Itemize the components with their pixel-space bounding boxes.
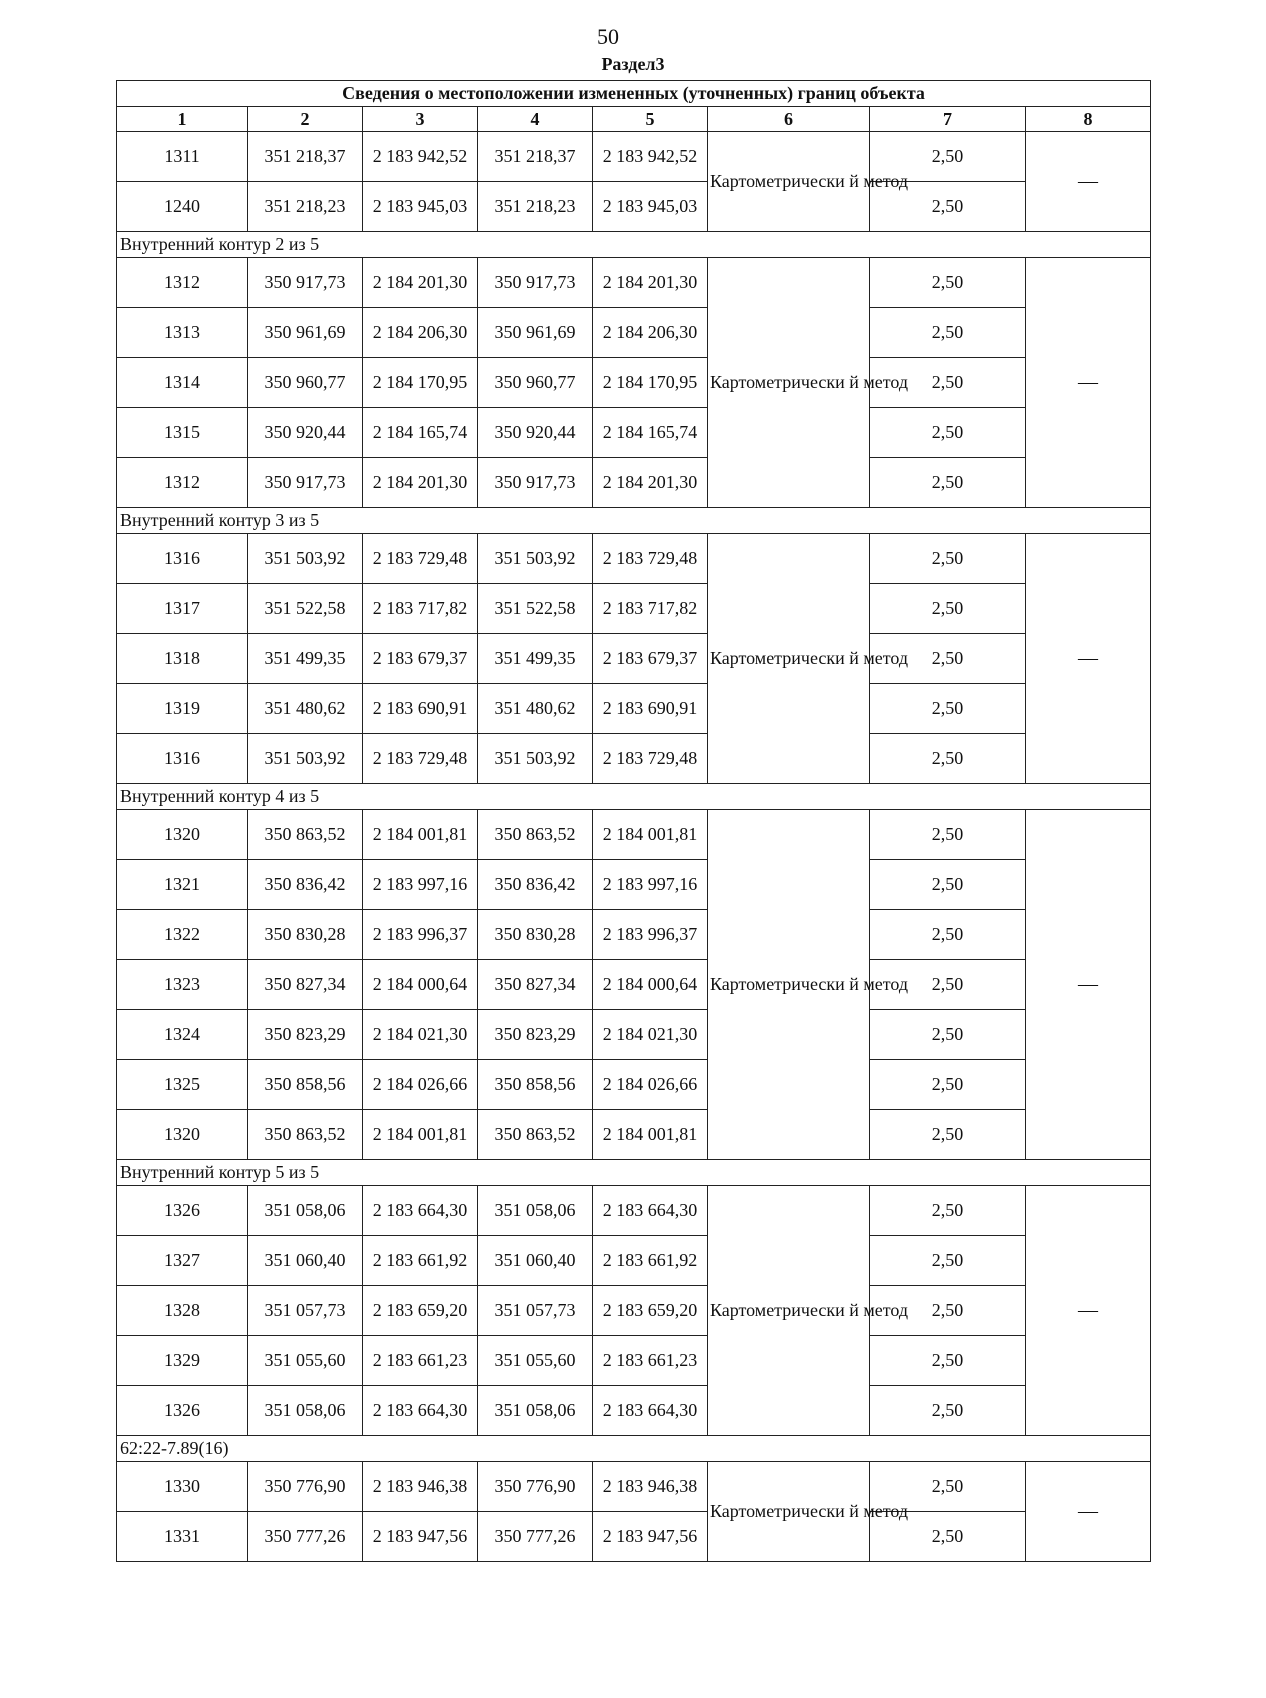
note-cell: — — [1026, 534, 1151, 784]
x-coordinate-new-cell: 351 057,73 — [478, 1286, 593, 1336]
column-header: 2 — [248, 107, 363, 132]
x-coordinate-new-cell: 351 480,62 — [478, 684, 593, 734]
column-header: 8 — [1026, 107, 1151, 132]
x-coordinate-cell: 350 917,73 — [248, 458, 363, 508]
x-coordinate-new-cell: 351 503,92 — [478, 734, 593, 784]
accuracy-cell: 2,50 — [870, 860, 1026, 910]
accuracy-cell: 2,50 — [870, 1186, 1026, 1236]
y-coordinate-new-cell: 2 184 000,64 — [593, 960, 708, 1010]
y-coordinate-new-cell: 2 183 729,48 — [593, 534, 708, 584]
y-coordinate-new-cell: 2 183 664,30 — [593, 1186, 708, 1236]
y-coordinate-cell: 2 183 664,30 — [363, 1186, 478, 1236]
table-caption: Сведения о местоположении измененных (уточненных) границ объекта — [117, 81, 1151, 107]
x-coordinate-new-cell: 350 960,77 — [478, 358, 593, 408]
x-coordinate-new-cell: 350 920,44 — [478, 408, 593, 458]
contour-label-row — [117, 232, 1151, 258]
y-coordinate-new-cell: 2 183 664,30 — [593, 1386, 708, 1436]
accuracy-cell: 2,50 — [870, 408, 1026, 458]
y-coordinate-new-cell: 2 183 661,23 — [593, 1336, 708, 1386]
point-number-cell: 1320 — [117, 1110, 248, 1160]
x-coordinate-new-cell: 351 499,35 — [478, 634, 593, 684]
y-coordinate-cell: 2 184 201,30 — [363, 258, 478, 308]
note-cell: — — [1026, 1186, 1151, 1436]
x-coordinate-cell: 351 058,06 — [248, 1386, 363, 1436]
x-coordinate-cell: 351 503,92 — [248, 534, 363, 584]
x-coordinate-cell: 351 499,35 — [248, 634, 363, 684]
y-coordinate-new-cell: 2 184 001,81 — [593, 1110, 708, 1160]
method-cell: Картометрически й метод — [708, 1462, 870, 1562]
y-coordinate-new-cell: 2 183 659,20 — [593, 1286, 708, 1336]
y-coordinate-new-cell: 2 183 946,38 — [593, 1462, 708, 1512]
y-coordinate-cell: 2 183 664,30 — [363, 1386, 478, 1436]
column-header: 1 — [117, 107, 248, 132]
x-coordinate-cell: 351 480,62 — [248, 684, 363, 734]
table-row — [117, 1186, 1151, 1236]
y-coordinate-new-cell: 2 183 947,56 — [593, 1512, 708, 1562]
table-row — [117, 458, 1151, 508]
y-coordinate-cell: 2 183 717,82 — [363, 584, 478, 634]
contour-label-row — [117, 784, 1151, 810]
y-coordinate-cell: 2 184 170,95 — [363, 358, 478, 408]
point-number-cell: 1323 — [117, 960, 248, 1010]
method-cell: Картометрически й метод — [708, 258, 870, 508]
y-coordinate-new-cell: 2 183 942,52 — [593, 132, 708, 182]
x-coordinate-cell: 350 858,56 — [248, 1060, 363, 1110]
x-coordinate-cell: 350 776,90 — [248, 1462, 363, 1512]
x-coordinate-cell: 351 522,58 — [248, 584, 363, 634]
contour-label: Внутренний контур 2 из 5 — [117, 232, 1151, 258]
x-coordinate-new-cell: 350 776,90 — [478, 1462, 593, 1512]
x-coordinate-new-cell: 351 503,92 — [478, 534, 593, 584]
y-coordinate-cell: 2 183 946,38 — [363, 1462, 478, 1512]
table-row — [117, 1336, 1151, 1386]
point-number-cell: 1325 — [117, 1060, 248, 1110]
y-coordinate-new-cell: 2 183 996,37 — [593, 910, 708, 960]
y-coordinate-new-cell: 2 183 997,16 — [593, 860, 708, 910]
x-coordinate-new-cell: 350 823,29 — [478, 1010, 593, 1060]
table-row — [117, 1286, 1151, 1336]
method-cell: Картометрически й метод — [708, 534, 870, 784]
x-coordinate-new-cell: 351 058,06 — [478, 1186, 593, 1236]
x-coordinate-new-cell: 350 917,73 — [478, 458, 593, 508]
point-number-cell: 1328 — [117, 1286, 248, 1336]
accuracy-cell: 2,50 — [870, 1110, 1026, 1160]
x-coordinate-new-cell: 350 961,69 — [478, 308, 593, 358]
table-row — [117, 634, 1151, 684]
y-coordinate-new-cell: 2 183 717,82 — [593, 584, 708, 634]
accuracy-cell: 2,50 — [870, 634, 1026, 684]
table-row — [117, 734, 1151, 784]
point-number-cell: 1326 — [117, 1386, 248, 1436]
x-coordinate-new-cell: 351 055,60 — [478, 1336, 593, 1386]
accuracy-cell: 2,50 — [870, 1060, 1026, 1110]
point-number-cell: 1330 — [117, 1462, 248, 1512]
x-coordinate-cell: 351 058,06 — [248, 1186, 363, 1236]
accuracy-cell: 2,50 — [870, 458, 1026, 508]
table-row — [117, 534, 1151, 584]
point-number-cell: 1327 — [117, 1236, 248, 1286]
x-coordinate-new-cell: 350 917,73 — [478, 258, 593, 308]
y-coordinate-cell: 2 184 165,74 — [363, 408, 478, 458]
x-coordinate-new-cell: 351 058,06 — [478, 1386, 593, 1436]
point-number-cell: 1316 — [117, 534, 248, 584]
y-coordinate-cell: 2 184 001,81 — [363, 810, 478, 860]
table-row — [117, 960, 1151, 1010]
table-row — [117, 308, 1151, 358]
y-coordinate-new-cell: 2 184 201,30 — [593, 458, 708, 508]
y-coordinate-cell: 2 184 000,64 — [363, 960, 478, 1010]
point-number-cell: 1316 — [117, 734, 248, 784]
accuracy-cell: 2,50 — [870, 534, 1026, 584]
accuracy-cell: 2,50 — [870, 1512, 1026, 1562]
y-coordinate-new-cell: 2 184 201,30 — [593, 258, 708, 308]
accuracy-cell: 2,50 — [870, 1010, 1026, 1060]
accuracy-cell: 2,50 — [870, 910, 1026, 960]
note-cell: — — [1026, 1462, 1151, 1562]
y-coordinate-new-cell: 2 184 206,30 — [593, 308, 708, 358]
table-row — [117, 684, 1151, 734]
x-coordinate-cell: 351 055,60 — [248, 1336, 363, 1386]
point-number-cell: 1329 — [117, 1336, 248, 1386]
accuracy-cell: 2,50 — [870, 182, 1026, 232]
x-coordinate-cell: 351 060,40 — [248, 1236, 363, 1286]
contour-label: Внутренний контур 4 из 5 — [117, 784, 1151, 810]
point-number-cell: 1317 — [117, 584, 248, 634]
table-row — [117, 1462, 1151, 1512]
accuracy-cell: 2,50 — [870, 132, 1026, 182]
y-coordinate-cell: 2 183 996,37 — [363, 910, 478, 960]
column-header: 3 — [363, 107, 478, 132]
x-coordinate-cell: 350 777,26 — [248, 1512, 363, 1562]
x-coordinate-new-cell: 351 060,40 — [478, 1236, 593, 1286]
accuracy-cell: 2,50 — [870, 810, 1026, 860]
point-number-cell: 1321 — [117, 860, 248, 910]
contour-label-row — [117, 1436, 1151, 1462]
accuracy-cell: 2,50 — [870, 358, 1026, 408]
x-coordinate-cell: 350 961,69 — [248, 308, 363, 358]
accuracy-cell: 2,50 — [870, 258, 1026, 308]
method-cell: Картометрически й метод — [708, 132, 870, 232]
x-coordinate-cell: 351 057,73 — [248, 1286, 363, 1336]
y-coordinate-cell: 2 184 206,30 — [363, 308, 478, 358]
accuracy-cell: 2,50 — [870, 1236, 1026, 1286]
x-coordinate-new-cell: 350 863,52 — [478, 1110, 593, 1160]
point-number-cell: 1312 — [117, 458, 248, 508]
table-row — [117, 810, 1151, 860]
method-cell: Картометрически й метод — [708, 810, 870, 1160]
y-coordinate-new-cell: 2 184 026,66 — [593, 1060, 708, 1110]
y-coordinate-new-cell: 2 183 945,03 — [593, 182, 708, 232]
y-coordinate-cell: 2 183 945,03 — [363, 182, 478, 232]
x-coordinate-cell: 350 863,52 — [248, 1110, 363, 1160]
x-coordinate-cell: 350 830,28 — [248, 910, 363, 960]
y-coordinate-cell: 2 184 201,30 — [363, 458, 478, 508]
x-coordinate-new-cell: 351 522,58 — [478, 584, 593, 634]
table-caption-row — [117, 81, 1151, 107]
point-number-cell: 1331 — [117, 1512, 248, 1562]
contour-label-row — [117, 1160, 1151, 1186]
x-coordinate-new-cell: 350 830,28 — [478, 910, 593, 960]
table-header-row — [117, 107, 1151, 132]
y-coordinate-cell: 2 183 942,52 — [363, 132, 478, 182]
page-number: 50 — [597, 24, 619, 49]
y-coordinate-new-cell: 2 183 729,48 — [593, 734, 708, 784]
y-coordinate-cell: 2 183 690,91 — [363, 684, 478, 734]
point-number-cell: 1311 — [117, 132, 248, 182]
y-coordinate-cell: 2 183 679,37 — [363, 634, 478, 684]
x-coordinate-new-cell: 351 218,23 — [478, 182, 593, 232]
accuracy-cell: 2,50 — [870, 308, 1026, 358]
y-coordinate-new-cell: 2 184 001,81 — [593, 810, 708, 860]
table-row — [117, 584, 1151, 634]
y-coordinate-cell: 2 184 021,30 — [363, 1010, 478, 1060]
y-coordinate-cell: 2 183 661,23 — [363, 1336, 478, 1386]
x-coordinate-cell: 351 218,23 — [248, 182, 363, 232]
point-number-cell: 1314 — [117, 358, 248, 408]
x-coordinate-cell: 350 863,52 — [248, 810, 363, 860]
table-row — [117, 910, 1151, 960]
point-number-cell: 1315 — [117, 408, 248, 458]
y-coordinate-new-cell: 2 183 679,37 — [593, 634, 708, 684]
table-row — [117, 1110, 1151, 1160]
x-coordinate-new-cell: 350 836,42 — [478, 860, 593, 910]
accuracy-cell: 2,50 — [870, 734, 1026, 784]
x-coordinate-new-cell: 350 827,34 — [478, 960, 593, 1010]
table-row — [117, 860, 1151, 910]
table-row — [117, 182, 1151, 232]
x-coordinate-new-cell: 350 777,26 — [478, 1512, 593, 1562]
point-number-cell: 1320 — [117, 810, 248, 860]
table-row — [117, 132, 1151, 182]
y-coordinate-new-cell: 2 183 661,92 — [593, 1236, 708, 1286]
x-coordinate-new-cell: 350 863,52 — [478, 810, 593, 860]
table-row — [117, 1386, 1151, 1436]
x-coordinate-cell: 350 827,34 — [248, 960, 363, 1010]
table-row — [117, 358, 1151, 408]
note-cell: — — [1026, 810, 1151, 1160]
column-header: 7 — [870, 107, 1026, 132]
x-coordinate-new-cell: 351 218,37 — [478, 132, 593, 182]
table-row — [117, 258, 1151, 308]
contour-label-row — [117, 508, 1151, 534]
point-number-cell: 1240 — [117, 182, 248, 232]
y-coordinate-cell: 2 183 947,56 — [363, 1512, 478, 1562]
point-number-cell: 1319 — [117, 684, 248, 734]
x-coordinate-cell: 350 960,77 — [248, 358, 363, 408]
accuracy-cell: 2,50 — [870, 584, 1026, 634]
note-cell: — — [1026, 132, 1151, 232]
y-coordinate-new-cell: 2 183 690,91 — [593, 684, 708, 734]
accuracy-cell: 2,50 — [870, 1462, 1026, 1512]
y-coordinate-new-cell: 2 184 021,30 — [593, 1010, 708, 1060]
y-coordinate-new-cell: 2 184 165,74 — [593, 408, 708, 458]
table-body — [117, 132, 1151, 1562]
accuracy-cell: 2,50 — [870, 1336, 1026, 1386]
column-header: 5 — [593, 107, 708, 132]
x-coordinate-new-cell: 350 858,56 — [478, 1060, 593, 1110]
accuracy-cell: 2,50 — [870, 684, 1026, 734]
accuracy-cell: 2,50 — [870, 1386, 1026, 1436]
table-row — [117, 1512, 1151, 1562]
point-number-cell: 1322 — [117, 910, 248, 960]
section-title: Раздел3 — [601, 54, 665, 74]
point-number-cell: 1324 — [117, 1010, 248, 1060]
x-coordinate-cell: 351 503,92 — [248, 734, 363, 784]
point-number-cell: 1318 — [117, 634, 248, 684]
column-header: 4 — [478, 107, 593, 132]
table-row — [117, 408, 1151, 458]
x-coordinate-cell: 350 836,42 — [248, 860, 363, 910]
y-coordinate-cell: 2 183 729,48 — [363, 534, 478, 584]
y-coordinate-cell: 2 183 661,92 — [363, 1236, 478, 1286]
point-number-cell: 1313 — [117, 308, 248, 358]
method-cell: Картометрически й метод — [708, 1186, 870, 1436]
accuracy-cell: 2,50 — [870, 1286, 1026, 1336]
point-number-cell: 1312 — [117, 258, 248, 308]
y-coordinate-cell: 2 183 997,16 — [363, 860, 478, 910]
y-coordinate-cell: 2 184 026,66 — [363, 1060, 478, 1110]
x-coordinate-cell: 351 218,37 — [248, 132, 363, 182]
y-coordinate-cell: 2 184 001,81 — [363, 1110, 478, 1160]
x-coordinate-cell: 350 920,44 — [248, 408, 363, 458]
y-coordinate-cell: 2 183 729,48 — [363, 734, 478, 784]
x-coordinate-cell: 350 917,73 — [248, 258, 363, 308]
table-row — [117, 1060, 1151, 1110]
point-number-cell: 1326 — [117, 1186, 248, 1236]
y-coordinate-new-cell: 2 184 170,95 — [593, 358, 708, 408]
x-coordinate-cell: 350 823,29 — [248, 1010, 363, 1060]
y-coordinate-cell: 2 183 659,20 — [363, 1286, 478, 1336]
note-cell: — — [1026, 258, 1151, 508]
table-row — [117, 1010, 1151, 1060]
table-row — [117, 1236, 1151, 1286]
column-header: 6 — [708, 107, 870, 132]
contour-label: Внутренний контур 5 из 5 — [117, 1160, 1151, 1186]
accuracy-cell: 2,50 — [870, 960, 1026, 1010]
contour-label: 62:22-7.89(16) — [117, 1436, 1151, 1462]
contour-label: Внутренний контур 3 из 5 — [117, 508, 1151, 534]
coordinates-table — [116, 80, 1151, 1562]
